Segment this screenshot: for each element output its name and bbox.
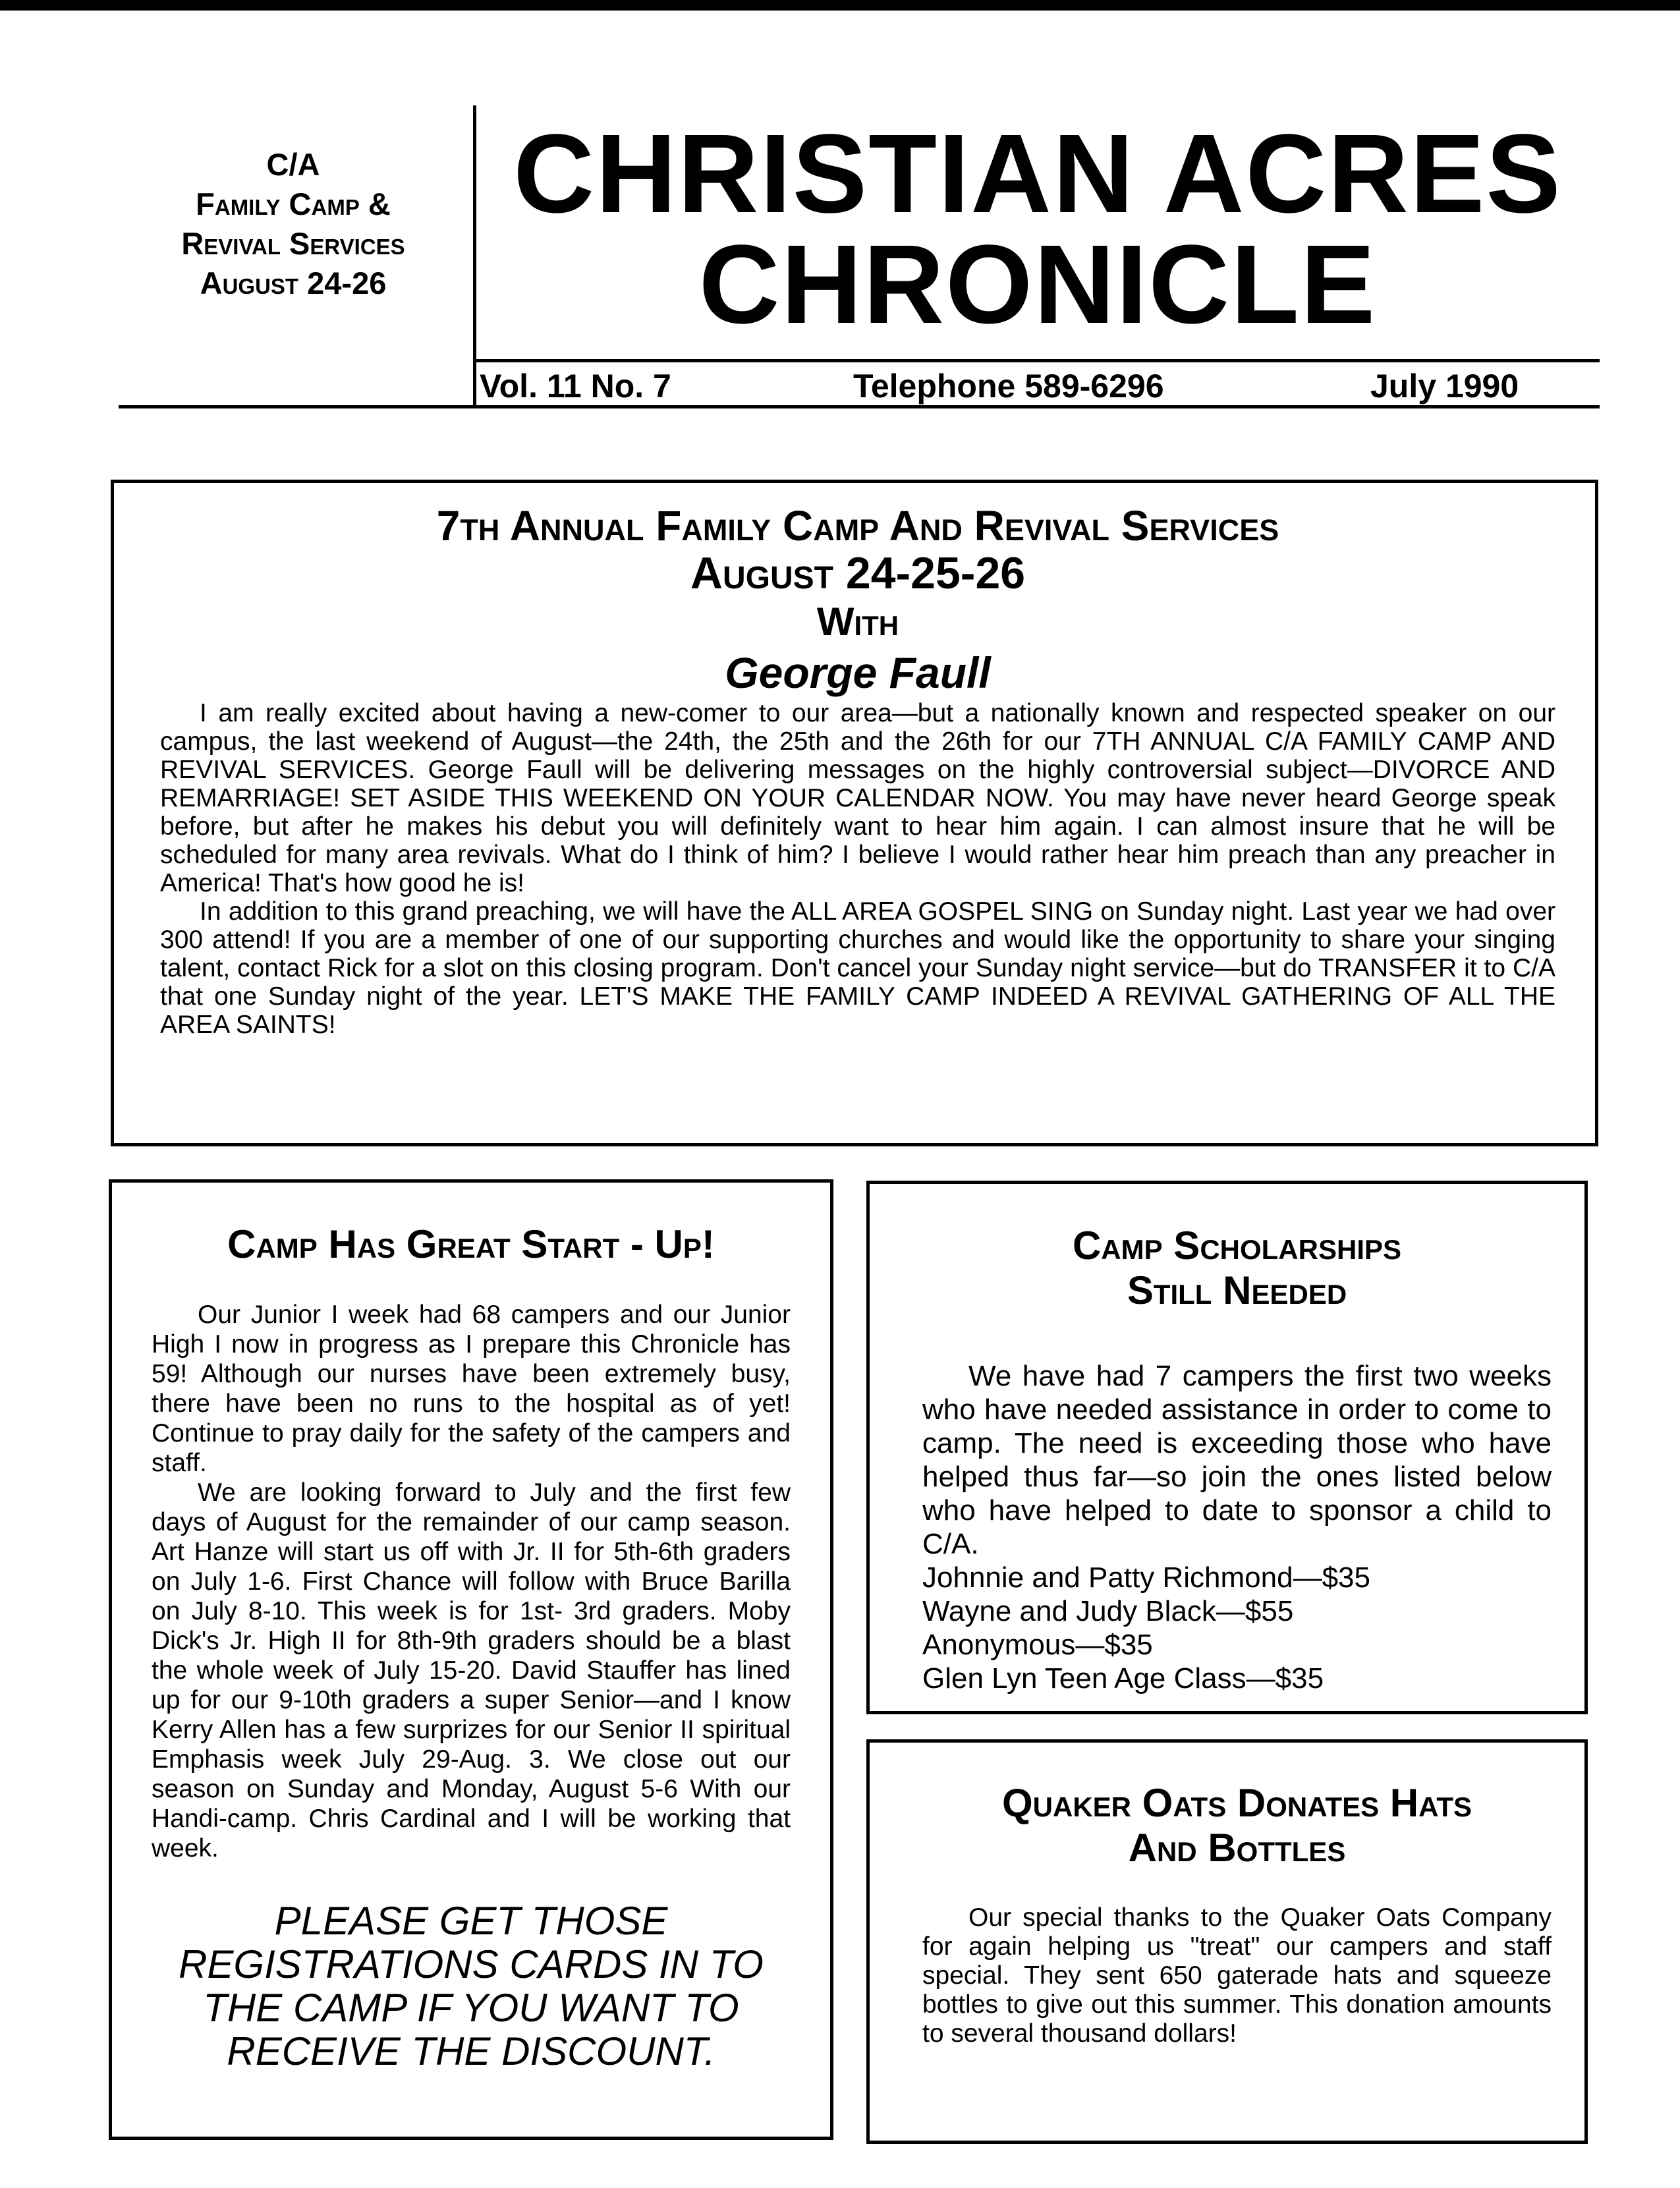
paragraph: Our Junior I week had 68 campers and our Junior High I now in progress as I prepare this Chronicle has 59! Although our nurses have been extremely busy, there have been no runs to the hospital as of yet! Continue to pray daily for the safety of the campers and staff. [152, 1301, 791, 1477]
donor-item: Anonymous—$35 [922, 1629, 1153, 1661]
heading-line: 7th Annual Family Camp And Revival Services [436, 502, 1279, 549]
camp-startup-article [109, 1179, 833, 2140]
scholarships-heading [922, 1223, 1552, 1313]
paragraph: I am really excited about having a new-comer to our area—but a nationally known and respected speaker on our campus, the last weekend of August—the 24th, the 25th and the 26th for our 7TH ANNUAL C/A FAMILY CAMP AND REVIVAL SERVICES. George Faull will be delivering messages on the highly controversial subject—DIVORCE AND REMARRIAGE! SET ASIDE THIS WEEKEND ON YOUR CALENDAR NOW. You may have never heard George speak before, but after he makes his debut you will definitely want to hear him again. I can almost insure that he will be scheduled for many area revivals. What do I think of him? I believe I would rather hear him preach than any preacher in America! That's how good he is! [160, 699, 1555, 897]
registration-callout: PLEASE GET THOSE REGISTRATIONS CARDS IN TO THE CAMP IF YOU WANT TO RECEIVE THE DISCOUNT. [179, 1899, 764, 2073]
donor-item: Johnnie and Patty Richmond—$35 [922, 1561, 1370, 1594]
paragraph: In addition to this grand preaching, we will have the ALL AREA GOSPEL SING on Sunday night. Last year we had over 300 attend! If you are a member of one of our supporting churches and would like the opportunity to share your singing talent, contact Rick for a slot on this closing program. Don't cancel your Sunday night service—but do TRANSFER it to C/A that one Sunday night of the year. LET'S MAKE THE FAMILY CAMP INDEED A REVIVAL GATHERING OF ALL THE AREA SAINTS! [160, 897, 1555, 1039]
family-camp-body [160, 699, 1555, 1039]
newsletter-title [476, 111, 1600, 347]
heading-line: And Bottles [1128, 1826, 1346, 1870]
side-box-line: Family Camp & [196, 186, 391, 221]
camp-startup-heading: Camp Has Great Start - Up! [227, 1222, 715, 1266]
family-camp-article [111, 480, 1598, 1146]
page-top-border [0, 0, 1680, 11]
masthead-rule-bottom [119, 405, 1600, 408]
paragraph: We are looking forward to July and the first few days of August for the remainder of our camp season. Art Hanze will start us off with Jr. II for 5th-6th graders on July 1-6. First Chance will follow with Bruce Barilla on July 8-10. This week is for 1st- 3rd graders. Moby Dick's Jr. High II for 8th-9th graders should be a blast the whole week of July 15-20. David Stauffer has lined up for our 9-10th graders a super Senior—and I know Kerry Allen has a few surprizes for our Senior II spiritual Emphasis week July 29-Aug. 3. We close out our season on Sunday and Monday, August 5-6 With our Handi-camp. Chris Cardinal and I will be working that week. [152, 1478, 791, 1863]
side-box-line: Revival Services [181, 226, 405, 261]
telephone: Telephone 589-6296 [853, 368, 1164, 405]
side-box-line: C/A [266, 147, 320, 182]
scholarships-article [866, 1181, 1588, 1714]
title-line-1: CHRISTIAN ACRES [513, 111, 1562, 237]
masthead-side-box [119, 145, 468, 303]
paragraph: We have had 7 campers the first two weeks who have needed assistance in order to come to camp. The need is exceeding those who have helped thus far—so join the ones listed below who have helped to date to sponsor a child to C/A. [922, 1360, 1552, 1560]
volume-number: Vol. 11 No. 7 [480, 368, 671, 405]
family-camp-heading [160, 503, 1555, 699]
issue-date: July 1990 [1370, 368, 1519, 405]
heading-line: With [816, 600, 899, 644]
heading-line: Camp Scholarships [1072, 1223, 1402, 1268]
quaker-oats-heading [922, 1781, 1552, 1870]
heading-line: Still Needed [1127, 1268, 1347, 1312]
speaker-name: George Faull [725, 648, 991, 697]
donor-item: Wayne and Judy Black—$55 [922, 1595, 1294, 1627]
quaker-oats-body [922, 1903, 1552, 2048]
title-line-2: CHRONICLE [698, 222, 1377, 347]
heading-line: Quaker Oats Donates Hats [1001, 1781, 1472, 1825]
masthead-rule-top [476, 359, 1600, 362]
quaker-oats-article [866, 1739, 1588, 2144]
paragraph: Our special thanks to the Quaker Oats Company for again helping us "treat" our campers and staff special. They sent 650 gaterade hats and squeeze bottles to give out this summer. This donation amounts to several thousand dollars! [922, 1903, 1552, 2048]
scholarships-body [922, 1359, 1552, 1695]
donor-item: Glen Lyn Teen Age Class—$35 [922, 1662, 1324, 1695]
camp-startup-body [152, 1300, 791, 1863]
side-box-line: August 24-26 [200, 266, 387, 300]
heading-line: August 24-25-26 [690, 548, 1026, 598]
